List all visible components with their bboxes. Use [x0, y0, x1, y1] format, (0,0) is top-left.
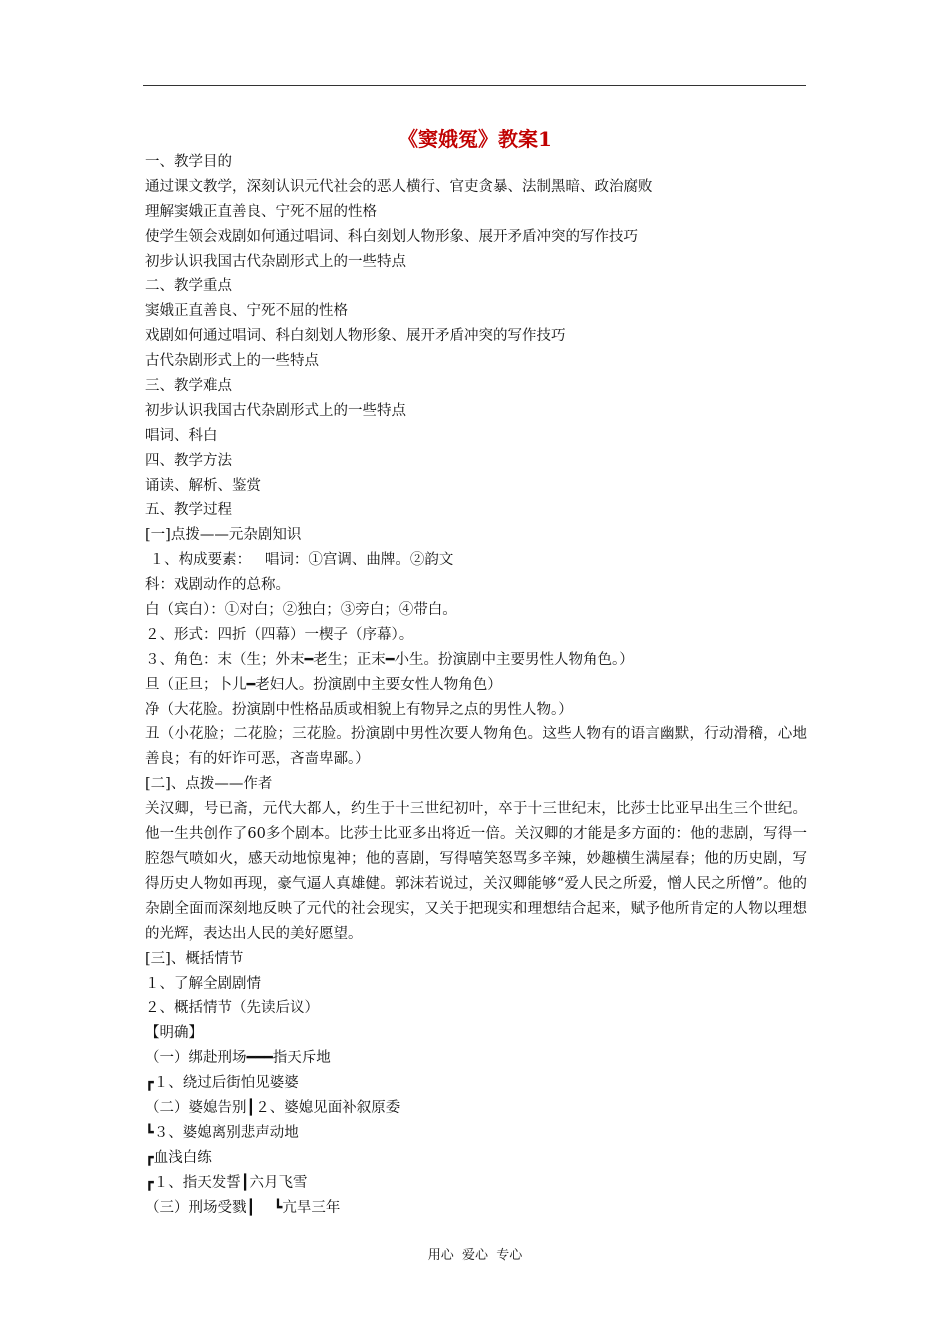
- document-body: [145, 150, 807, 1220]
- text-line: 唱词、科白: [145, 427, 218, 444]
- text-line: 一、教学目的: [145, 154, 232, 170]
- text-line: ┏１、指天发誓┃六月飞雪: [145, 1174, 308, 1191]
- text-line: 窦娥正直善良、宁死不屈的性格: [145, 303, 348, 320]
- text-line: ┏血浅白练: [145, 1149, 212, 1166]
- text-line: 五、教学过程: [145, 502, 232, 519]
- text-line: 初步认识我国古代杂剧形式上的一些特点: [145, 253, 406, 270]
- text-line: ２、概括情节（先读后议）: [145, 1000, 319, 1017]
- text-line: 科：戏剧动作的总称。: [145, 577, 290, 594]
- section-heading: [二]、点拨——作者: [145, 776, 273, 793]
- text-line: 诵读、解析、鉴赏: [145, 477, 261, 494]
- text-line: ３、角色：末（生；外末━老生；正末━小生。扮演剧中主要男性人物角色。）: [145, 651, 634, 668]
- paragraph-author: 关汉卿，号已斋，元代大都人，约生于十三世纪初叶，卒于十三世纪末，比莎士比亚早出生三个世纪。他一生共创作了60多个剧本。比莎士比亚多出将近一倍。关汉卿的才能是多方面的：他的悲剧，写得一腔怨气喷如火，感天动地惊鬼神；他的喜剧，写得嘻笑怒骂多辛辣，妙趣横生满屋春；他的历史剧，写得历史人物如再现，豪气逼人真雄健。郭沫若说过，关汉卿能够“爱人民之所爱，憎人民之所憎”。他的杂剧全面而深刻地反映了元代的社会现实，又关于把现实和理想结合起来，赋予他所肯定的人物以理想的光辉，表达出人民的美好愿望。: [145, 801, 807, 942]
- text-line: ２、形式：四折（四幕）一楔子（序幕）。: [145, 626, 414, 643]
- text-line: 二、教学重点: [145, 278, 232, 295]
- header-rule: [143, 85, 806, 86]
- text-line: [一]点拨——元杂剧知识: [145, 527, 302, 544]
- text-line: ┏１、绕过后街怕见婆婆: [145, 1075, 299, 1092]
- text-line: １、了解全剧剧情: [145, 975, 261, 992]
- text-line: 古代杂剧形式上的一些特点: [145, 353, 319, 370]
- page-footer: 用心 爱心 专心: [427, 1248, 523, 1263]
- text-line: 白（宾白）：①对白；②独白；③旁白；④带白。: [145, 602, 457, 619]
- text-line: ┗３、婆媳离别悲声动地: [145, 1124, 299, 1141]
- text-line: （二）婆媳告别┃２、婆媳见面补叙原委: [145, 1099, 401, 1116]
- text-line: 通过课文教学，深刻认识元代社会的恶人横行、官吏贪暴、法制黑暗、政治腐败: [145, 178, 653, 195]
- text-line: （一）绑赴刑场━━━指天斥地: [145, 1050, 331, 1067]
- text-line: 四、教学方法: [145, 452, 232, 469]
- text-line: 三、教学难点: [145, 378, 232, 395]
- text-line: 初步认识我国古代杂剧形式上的一些特点: [145, 402, 406, 419]
- text-line: 使学生领会戏剧如何通过唱词、科白刻划人物形象、展开矛盾冲突的写作技巧: [145, 228, 638, 245]
- section-heading: [三]、概括情节: [145, 950, 244, 967]
- text-line: 戏剧如何通过唱词、科白刻划人物形象、展开矛盾冲突的写作技巧: [145, 328, 566, 345]
- paragraph-chou-role: 丑（小花脸；二花脸；三花脸。扮演剧中男性次要人物角色。这些人物有的语言幽默，行动滑稽，心地善良；有的奸诈可恶，吝啬卑鄙。）: [145, 726, 807, 768]
- document-title: 《窦娥冤》教案1: [398, 127, 552, 151]
- text-line: （三）刑场受戮┃ ┗亢旱三年: [145, 1199, 341, 1216]
- text-line: 理解窦娥正直善良、宁死不屈的性格: [145, 203, 377, 220]
- text-line: 【明确】: [145, 1025, 203, 1042]
- text-line: 净（大花脸。扮演剧中性格品质或相貌上有物异之点的男性人物。）: [145, 701, 573, 718]
- text-line: １、构成要素： 唱词：①宫调、曲牌。②韵文: [145, 552, 454, 569]
- text-line: 旦（正旦；卜儿━老妇人。扮演剧中主要女性人物角色）: [145, 676, 502, 693]
